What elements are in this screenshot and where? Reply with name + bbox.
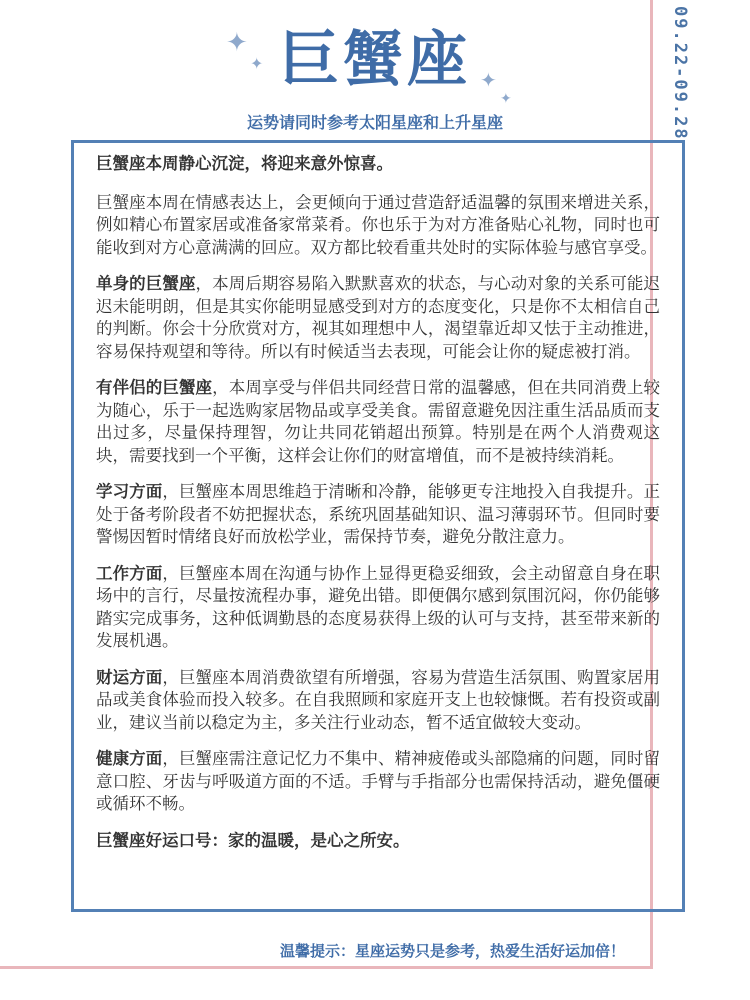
work-paragraph bbox=[96, 563, 660, 653]
partnered-label: 有伴侣的巨蟹座 bbox=[96, 378, 213, 397]
intro-paragraph: 巨蟹座本周在情感表达上，会更倾向于通过营造舒适温馨的氛围来增进关系，例如精心布置家居或准备家常菜肴。你也乐于为对方准备贴心礼物，同时也可能收到对方心意满满的回应。双方都比较看重共处时的实际体验与感官享受。 bbox=[96, 192, 660, 257]
single-label: 单身的巨蟹座 bbox=[96, 274, 196, 293]
work-label: 工作方面 bbox=[96, 563, 163, 583]
sparkle-icon: ✦ bbox=[226, 28, 248, 58]
partnered-paragraph bbox=[96, 377, 660, 467]
health-text: ，巨蟹座需注意记忆力不集中、精神疲倦或头部隐痛的问题，同时留意口腔、牙齿与呼吸道方面的不适。手臂与手指部分也需保持活动，避免僵硬或循环不畅。 bbox=[96, 749, 661, 813]
health-paragraph bbox=[96, 748, 660, 816]
study-label: 学习方面 bbox=[96, 482, 163, 501]
lucky-slogan: 巨蟹座好运口号：家的温暖，是心之所安。 bbox=[96, 830, 410, 850]
work-text: ，巨蟹座本周在沟通与协作上显得更稳妥细致，会主动留意自身在职场中的言行，尽量按流程办事，避免出错。即便偶尔感到氛围沉闷，你仍能够踏实完成事务，这种低调勤恳的态度易获得上级的认可与支持，甚至带来新的发展机遇。 bbox=[96, 563, 661, 650]
headline: 巨蟹座本周静心沉淀，将迎来意外惊喜。 bbox=[96, 154, 393, 173]
finance-paragraph bbox=[96, 667, 660, 735]
finance-text: ，巨蟹座本周消费欲望有所增强，容易为营造生活氛围、购置家居用品或美食体验而投入较多。在自我照顾和家庭开支上也较慷慨。若有投资或副业，建议当前以稳定为主，多关注行业动态，暂不适宜做较大变动。 bbox=[96, 667, 661, 732]
health-label: 健康方面 bbox=[96, 749, 163, 768]
subtitle: 运势请同时参考太阳星座和上升星座 bbox=[246, 113, 503, 132]
study-paragraph bbox=[96, 481, 660, 549]
partnered-text: ，本周享受与伴侣共同经营日常的温馨感，但在共同消费上较为随心，乐于一起选购家居物品或享受美食。需留意避免因注重生活品质而支出过多，尽量保持理智，勿让共同花销超出预算。特别是在两个人消费观这块，需要找到一个平衡，这样会让你们的财富增值，而不是被持续消耗。 bbox=[96, 378, 661, 465]
horoscope-content bbox=[71, 140, 685, 912]
footer-tip: 温馨提示：星座运势只是参考，热爱生活好运加倍！ bbox=[280, 942, 626, 960]
date-range: 09.22-09.28 bbox=[670, 6, 690, 141]
single-paragraph bbox=[96, 273, 660, 363]
sparkle-icon: ✦ bbox=[500, 91, 512, 107]
single-text: ，本周后期容易陷入默默喜欢的状态，与心动对象的关系可能迟迟未能明朗，但是其实你能明显感受到对方的态度变化，只是你不太相信自己的判断。你会十分欣赏对方，视其如理想中人，渴望靠近却又怯于主动推进，容易保持观望和等待。所以有时候适当去表现，可能会让你的疑虑被打消。 bbox=[96, 274, 661, 361]
sparkle-icon: ✦ bbox=[250, 54, 264, 73]
sparkle-icon: ✦ bbox=[480, 68, 497, 92]
page-title: 巨蟹座 bbox=[279, 25, 471, 95]
decorative-horizontal-line bbox=[0, 966, 652, 969]
study-text: ，巨蟹座本周思维趋于清晰和冷静，能够更专注地投入自我提升。正处于备考阶段者不妨把握状态，系统巩固基础知识、温习薄弱环节。但同时要警惕因暂时情绪良好而放松学业，需保持节奏，避免分散注意力。 bbox=[96, 482, 661, 546]
finance-label: 财运方面 bbox=[96, 667, 163, 687]
